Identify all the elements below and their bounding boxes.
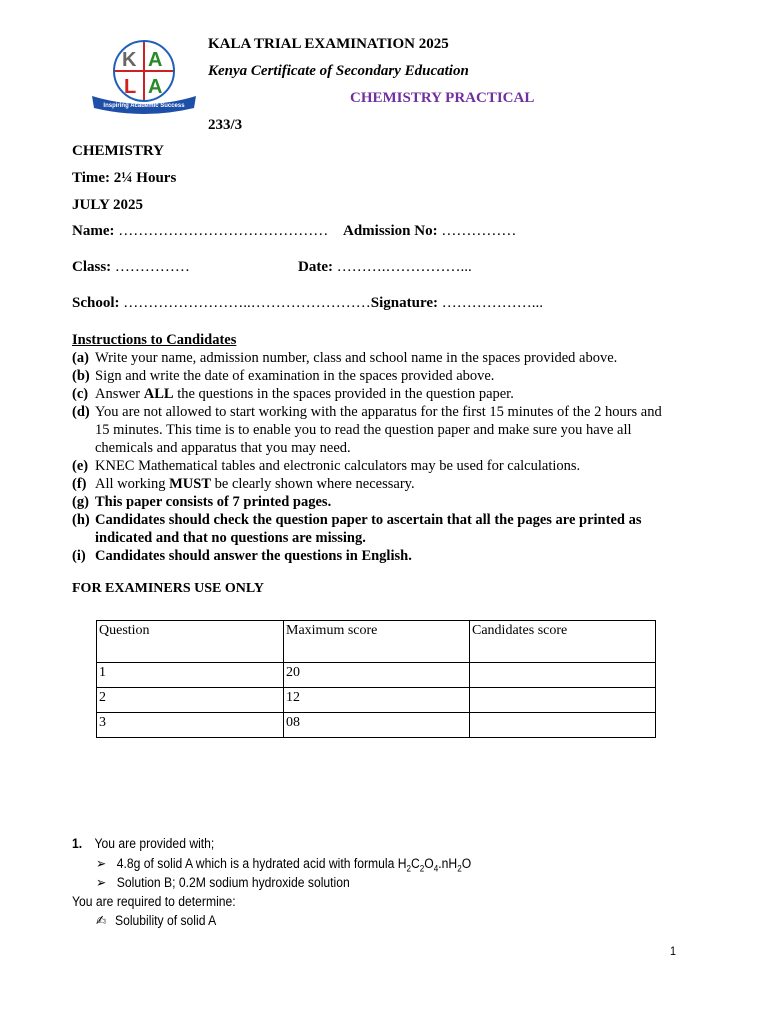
instruction-item: (g) This paper consists of 7 printed pages. (72, 494, 332, 510)
exam-subtitle: Kenya Certificate of Secondary Education (208, 63, 469, 79)
table-cell: 3 (97, 713, 284, 738)
class-field[interactable] (72, 259, 190, 276)
name-dots: …………………………………… (114, 223, 329, 239)
table-cell: 12 (284, 688, 470, 713)
name-label: Name: (72, 223, 115, 239)
class-label: Class: (72, 259, 112, 275)
instruction-item: (f) All working MUST be clearly shown where necessary. (72, 476, 415, 492)
instructions (72, 331, 672, 565)
class-dots: …………… (111, 259, 190, 275)
exam-title: KALA TRIAL EXAMINATION 2025 (208, 36, 449, 52)
arrow-bullet-icon: ➢ (96, 856, 107, 871)
question-number: 1. (72, 836, 83, 851)
table-row (97, 663, 656, 688)
admission-dots: …………… (437, 223, 517, 239)
question-bullet-1: ➢ 4.8g of solid A which is a hydrated acid with formula $H_2C_2O_4.nH_2O$ (96, 856, 472, 874)
examiners-heading: FOR EXAMINERS USE ONLY (72, 581, 265, 596)
instruction-item: (b) Sign and write the date of examination in the spaces provided above. (72, 368, 495, 384)
instruction-item: (a) Write your name, admission number, class and school name in the spaces provided above. (72, 350, 618, 366)
subject: CHEMISTRY (72, 143, 164, 159)
table-cell: 1 (97, 663, 284, 688)
school-dots: ……………………..…………………… (119, 295, 371, 311)
question-required: You are required to determine: (72, 894, 236, 909)
instruction-item: (c) Answer ALL the questions in the spaces provided in the question paper. (72, 386, 514, 402)
page-number: 1 (670, 944, 677, 958)
instruction-item: (d) You are not allowed to start working with the apparatus for the first 15 minutes of the 2 hours and 15 minutes. This time is to enable you to read the question paper and make sure you have all chemicals and apparatus that you may need. (72, 404, 662, 456)
name-field[interactable] (72, 223, 328, 240)
table-header-cell: Maximum score (284, 621, 470, 663)
arrow-bullet-icon: ➢ (96, 875, 107, 890)
admission-label: Admission No: (343, 223, 438, 239)
svg-text:K: K (122, 49, 137, 71)
table-header-row (97, 621, 656, 663)
score-table (96, 620, 656, 738)
candidate-score-cell[interactable] (470, 688, 656, 713)
date-label: Date: (298, 259, 333, 275)
table-header-cell: Candidates score (470, 621, 656, 663)
svg-text:A: A (148, 76, 163, 98)
table-cell: 08 (284, 713, 470, 738)
signature-dots: ………………... (438, 295, 543, 311)
question-task-1: ✍ Solubility of solid A (96, 913, 217, 928)
school-label: School: (72, 295, 120, 311)
question-bullet-2: ➢ Solution B; 0.2M sodium hydroxide solution (96, 875, 350, 890)
date-field[interactable] (298, 259, 472, 276)
admission-field[interactable] (343, 223, 516, 240)
exam-time: Time: 2¼ Hours (72, 170, 177, 186)
paper-name: CHEMISTRY PRACTICAL (350, 90, 535, 106)
svg-text:A: A (148, 49, 163, 71)
question-1 (72, 836, 214, 851)
table-cell: 2 (97, 688, 284, 713)
table-row (97, 713, 656, 738)
table-header-cell: Question (97, 621, 284, 663)
candidate-score-cell[interactable] (470, 713, 656, 738)
school-logo (86, 38, 202, 114)
table-row (97, 688, 656, 713)
date-dots: ……….……………... (332, 259, 472, 275)
exam-date: JULY 2025 (72, 197, 143, 213)
signature-label: Signature: (370, 295, 438, 311)
candidate-score-cell[interactable] (470, 663, 656, 688)
instruction-item: (i) Candidates should answer the questions in English. (72, 548, 412, 564)
instruction-item: (h) Candidates should check the question paper to ascertain that all the pages are printed as indicated and that no questions are missing. (72, 512, 642, 546)
instructions-heading: Instructions to Candidates (72, 332, 237, 348)
school-signature-field[interactable] (72, 295, 543, 312)
svg-text:Inspiring Academic Success: Inspiring Academic Success (103, 103, 185, 109)
table-cell: 20 (284, 663, 470, 688)
question-intro: You are provided with; (94, 836, 215, 851)
writing-hand-icon: ✍ (96, 913, 107, 928)
svg-text:L: L (124, 76, 137, 98)
paper-code: 233/3 (208, 117, 243, 133)
instruction-item: (e) KNEC Mathematical tables and electronic calculators may be used for calculations. (72, 458, 581, 474)
